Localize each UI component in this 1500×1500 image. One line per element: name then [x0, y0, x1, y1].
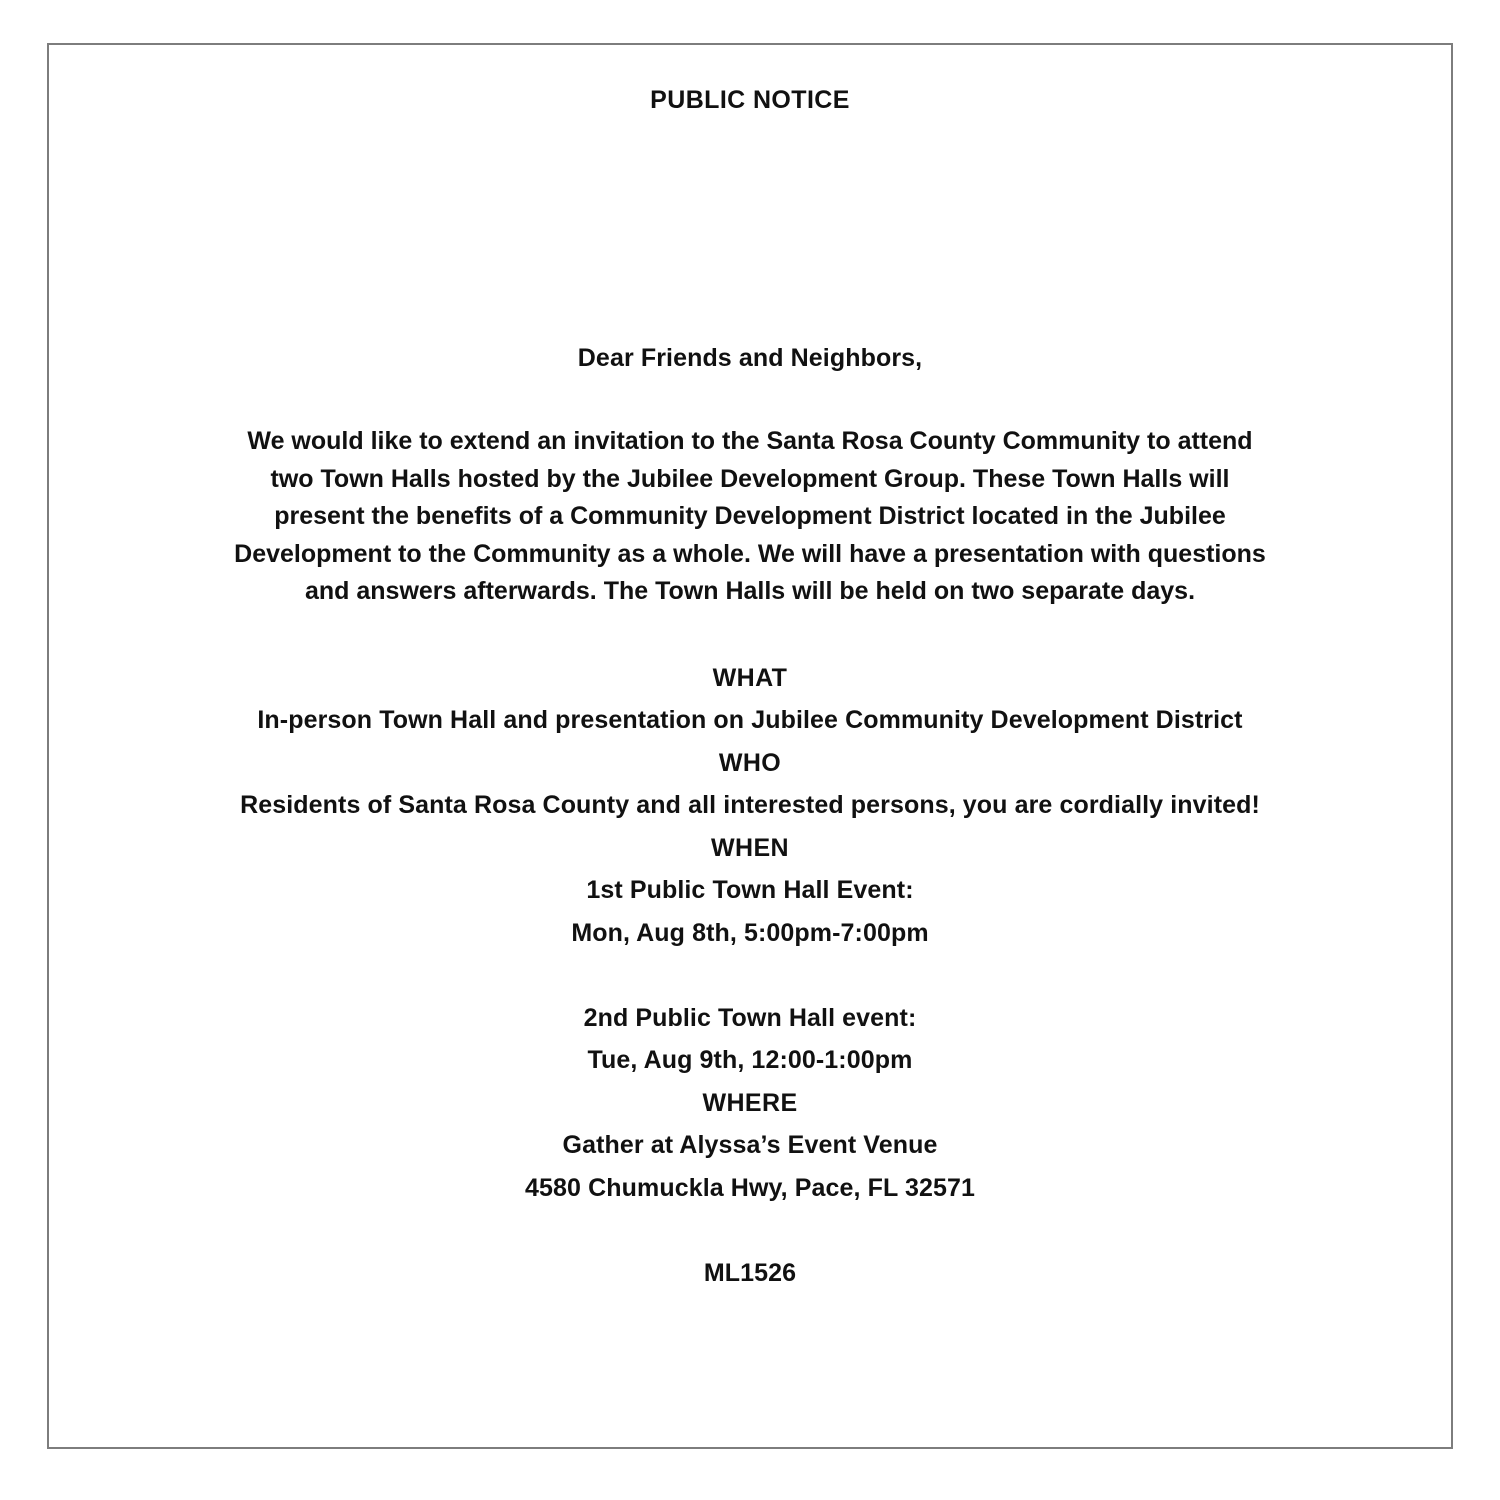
event1-datetime: Mon, Aug 8th, 5:00pm-7:00pm [571, 919, 929, 947]
event2-datetime: Tue, Aug 9th, 12:00-1:00pm [587, 1046, 913, 1074]
paragraph-line: and answers afterwards. The Town Halls will be held on two separate days. [304, 577, 1196, 605]
paragraph-line: present the benefits of a Community Development District located in the Jubilee [274, 502, 1226, 530]
who-heading: WHO [718, 749, 782, 777]
venue-name: Gather at Alyssa’s Event Venue [562, 1131, 938, 1159]
paragraph-line: Development to the Community as a whole. We will have a presentation with questions [234, 539, 1266, 568]
event2-label: 2nd Public Town Hall event: [583, 1004, 917, 1032]
invitation-paragraph [49, 423, 1451, 611]
when-heading: WHEN [711, 834, 789, 862]
greeting: Dear Friends and Neighbors, [577, 344, 923, 372]
paragraph-line: two Town Halls hosted by the Jubilee Development Group. These Town Halls will [270, 464, 1230, 493]
venue-address: 4580 Chumuckla Hwy, Pace, FL 32571 [525, 1174, 975, 1202]
paragraph-line: We would like to extend an invitation to the Santa Rosa County Community to attend [247, 427, 1253, 455]
who-text: Residents of Santa Rosa County and all interested persons, you are cordially invited! [240, 791, 1260, 819]
what-heading: WHAT [712, 664, 788, 692]
notice-frame [47, 43, 1453, 1449]
what-text: In-person Town Hall and presentation on Jubilee Community Development District [257, 706, 1243, 734]
event1-label: 1st Public Town Hall Event: [586, 876, 914, 904]
where-heading: WHERE [702, 1089, 798, 1117]
notice-title: PUBLIC NOTICE [650, 86, 850, 114]
reference-code: ML1526 [703, 1259, 797, 1287]
